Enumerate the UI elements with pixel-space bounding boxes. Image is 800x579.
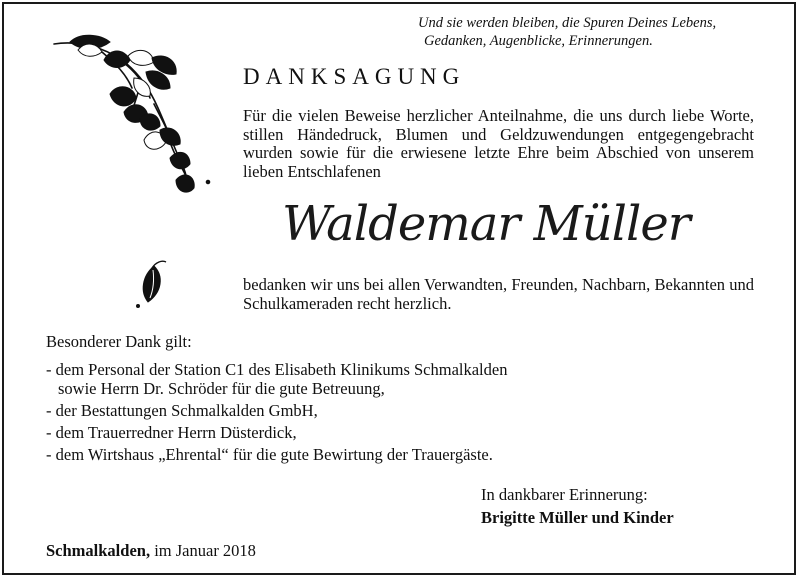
list-item: [46, 401, 606, 420]
list-item: [46, 445, 606, 464]
birch-branch-icon: [40, 30, 220, 205]
list-item-line: - dem Personal der Station C1 des Elisabeth Klinikums Schmalkalden: [46, 360, 508, 379]
list-item-line: - dem Wirtshaus „Ehrental“ für die gute Bewirtung der Trauergäste.: [46, 445, 493, 464]
signature-intro: In dankbarer Erinnerung:: [481, 485, 648, 504]
list-item-line: - dem Trauerredner Herrn Düsterdick,: [46, 423, 297, 442]
memorial-quote: [418, 15, 778, 50]
falling-leaf-icon: [128, 258, 178, 310]
intro-paragraph: Für die vielen Beweise herzlicher Anteilnahme, die uns durch liebe Worte, stillen Händedruck, Blumen und Geldzuwendungen entgegengebracht wurden sowie für die erwiesene letzte Ehre beim Abschied von unserem lieben Entschlafenen: [243, 106, 754, 181]
list-item: [46, 360, 606, 398]
quote-line-2: Gedanken, Augenblicke, Erinnerungen.: [424, 32, 653, 49]
list-item-line: - der Bestattungen Schmalkalden GmbH,: [46, 401, 318, 420]
gratitude-paragraph: bedanken wir uns bei allen Verwandten, Freunden, Nachbarn, Bekannten und Schulkameraden recht herzlich.: [243, 275, 754, 313]
special-thanks-list: [46, 360, 606, 467]
dateline-date: im Januar 2018: [154, 541, 256, 560]
list-item: [46, 423, 606, 442]
signature-names: Brigitte Müller und Kinder: [481, 508, 674, 527]
quote-line-1: Und sie werden bleiben, die Spuren Deines Lebens,: [418, 15, 717, 31]
dateline: [46, 541, 256, 561]
dateline-place: Schmalkalden,: [46, 541, 151, 560]
deceased-name: Waldemar Müller: [282, 196, 690, 252]
special-thanks-title: Besonderer Dank gilt:: [46, 332, 192, 351]
notice-heading: DANKSAGUNG: [243, 64, 466, 89]
list-item-continuation: sowie Herrn Dr. Schröder für die gute Betreuung,: [58, 379, 385, 398]
